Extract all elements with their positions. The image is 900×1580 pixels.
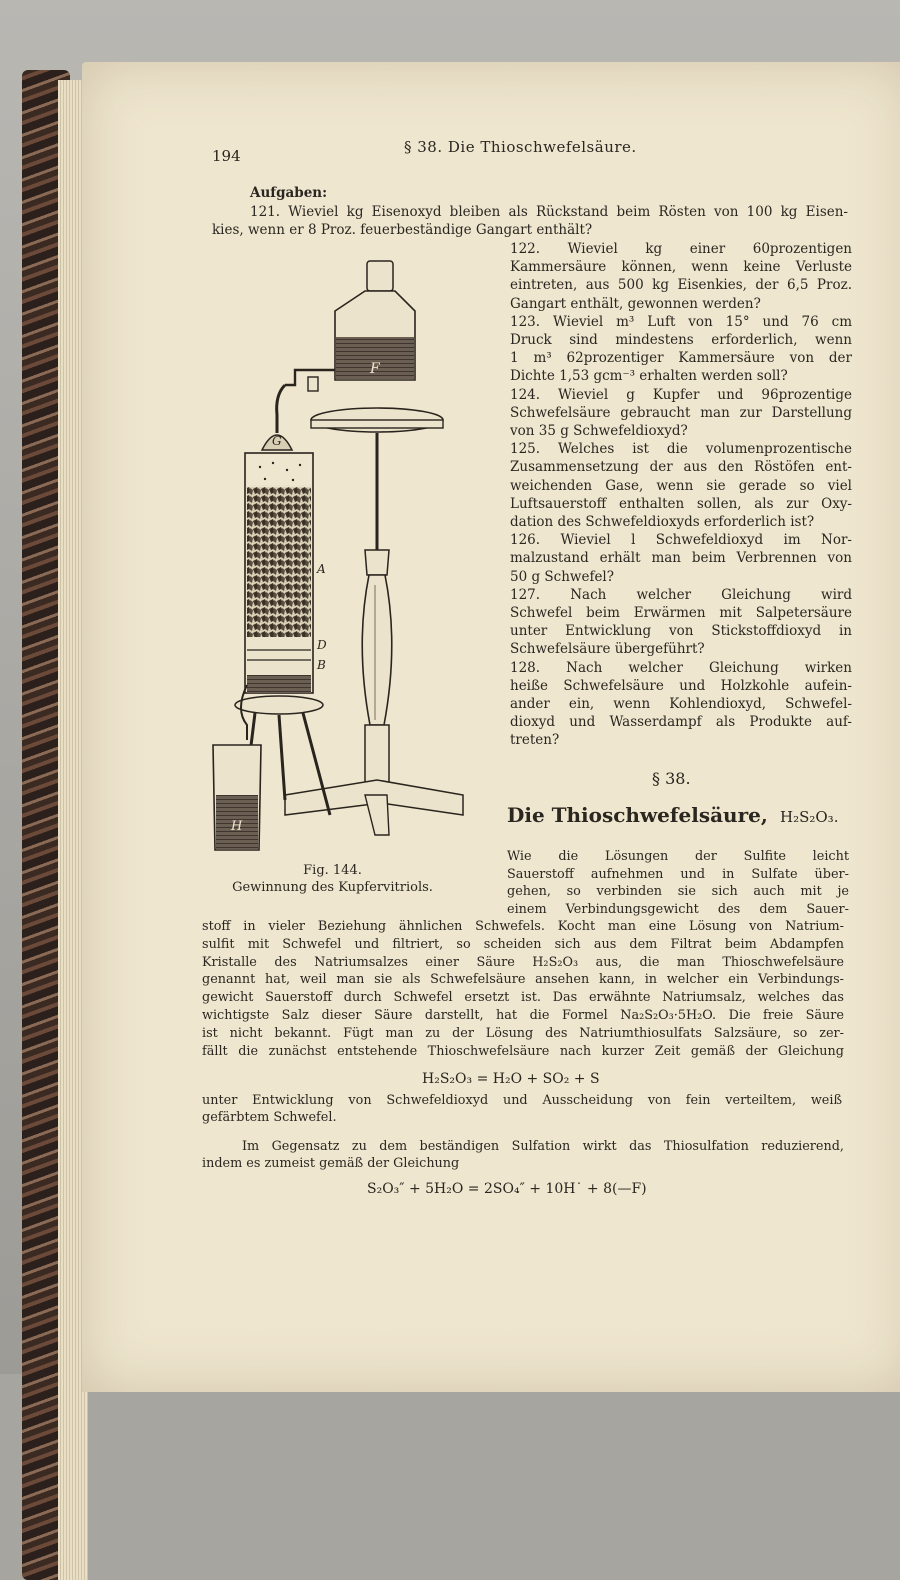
section-body-line: Kristalle des Natriumsalzes einer Säure H₂S₂O₃ aus, die man Thioschwefelsäure	[202, 954, 844, 970]
section-intro-line: Wie die Lösungen der Sulfite leicht	[507, 849, 849, 864]
exercise-line: von 35 g Schwefeldioxyd?	[510, 423, 688, 439]
exercise-121-line1: 121. Wieviel kg Eisenoxyd bleiben als Rückstand beim Rösten von 100 kg Eisen-	[250, 204, 848, 220]
exercise-line: Luftsauerstoff enthalten sollen, als zur Oxy-	[510, 495, 852, 512]
exercise-line: 128. Nach welcher Gleichung wirken	[510, 659, 852, 676]
paragraph2-line1: Im Gegensatz zu dem beständigen Sulfation wirkt das Thiosulfation reduzierend,	[242, 1139, 844, 1154]
section-intro-line: gehen, so verbinden sie sich auch mit je	[507, 884, 849, 899]
exercise-line: heiße Schwefelsäure und Holzkohle aufein-	[510, 677, 852, 694]
exercise-line: Druck sind mindestens erforderlich, wenn	[510, 332, 852, 348]
label-a: A	[317, 562, 326, 576]
page-number: 194	[212, 147, 241, 165]
exercise-line: 126. Wieviel l Schwefeldioxyd im Nor-	[510, 532, 852, 549]
exercise-line: weichenden Gase, wenn sie gerade so viel	[510, 477, 852, 494]
funnel-g	[262, 434, 292, 450]
section-body-line: fällt die zunächst entstehende Thioschwefelsäure nach kurzer Zeit gemäß der Gleichung	[202, 1043, 844, 1059]
exercise-line: unter Entwicklung von Stickstoffdioxyd in	[510, 623, 852, 640]
section-number: § 38.	[652, 769, 691, 788]
equation-thiosulfuric-decomposition: H₂S₂O₃ = H₂O + SO₂ + S	[422, 1071, 600, 1087]
label-f: F	[370, 361, 380, 377]
exercises-heading: Aufgaben:	[250, 185, 328, 201]
figure-caption-text: Gewinnung des Kupfervitriols.	[232, 880, 433, 895]
exercise-line: Zusammensetzung der aus den Röstöfen ent-	[510, 459, 852, 476]
exercise-line: 125. Welches ist die volumenprozentische	[510, 441, 852, 458]
exercise-line: Schwefel beim Erwärmen mit Salpetersäure	[510, 605, 852, 621]
section-body-line: gewicht Sauerstoff durch Schwefel ersetzt ist. Das erwähnte Natriumsalz, welches das	[202, 990, 844, 1006]
exercise-line: 123. Wieviel m³ Luft von 15° und 76 cm	[510, 313, 852, 330]
exercise-line: 127. Nach welcher Gleichung wird	[510, 586, 852, 603]
section-formula: H₂S₂O₃.	[780, 808, 839, 826]
bottle-f	[335, 261, 415, 380]
exercise-121-line2: kies, wenn er 8 Proz. feuerbeständige Gangart enthält?	[212, 222, 593, 238]
column-a	[245, 453, 327, 714]
exercise-line: Dichte 1,53 gcm⁻³ erhalten werden soll?	[510, 368, 788, 385]
exercise-line: 50 g Schwefel?	[510, 568, 614, 585]
label-b: B	[317, 658, 326, 672]
exercise-line: 1 m³ 62prozentiger Kammersäure von der	[510, 350, 852, 367]
figure-caption-number: Fig. 144.	[303, 863, 362, 878]
label-h: H	[231, 819, 243, 834]
label-g: G	[272, 434, 282, 448]
figure-apparatus	[205, 255, 475, 855]
running-title: § 38. Die Thioschwefelsäure.	[404, 138, 637, 156]
section-body-line: genannt hat, weil man sie als Schwefelsäure ansehen kann, in welcher ein Verbindungs-	[202, 972, 844, 988]
apparatus-illustration	[205, 255, 475, 855]
exercise-line: Schwefelsäure gebraucht man zur Darstellung	[510, 404, 852, 421]
section-title: Die Thioschwefelsäure,	[507, 803, 768, 827]
label-d: D	[317, 638, 327, 652]
after-equation-line2: gefärbtem Schwefel.	[202, 1110, 337, 1125]
beaker-h	[213, 745, 261, 850]
exercise-line: ander ein, wenn Kohlendioxyd, Schwefel-	[510, 696, 852, 712]
section-body-line: stoff in vieler Beziehung ähnlichen Schwefels. Kocht man eine Lösung von Natrium-	[202, 919, 844, 934]
section-body-line: ist nicht bekannt. Fügt man zu der Lösung des Natriumthiosulfats Salzsäure, so zer-	[202, 1025, 844, 1041]
exercise-line: dioxyd und Wasserdampf als Produkte auf-	[510, 714, 852, 731]
exercise-line: Schwefelsäure übergeführt?	[510, 641, 705, 658]
section-intro-line: einem Verbindungsgewicht des dem Sauer-	[507, 901, 849, 917]
exercise-line: dation des Schwefeldioxyds erforderlich ist?	[510, 514, 815, 530]
exercise-line: eintreten, aus 500 kg Eisenkies, der 6,5 Proz.	[510, 277, 852, 294]
section-body-line: wichtigste Salz dieser Säure darstellt, hat die Formel Na₂S₂O₃·5H₂O. Die freie Säure	[202, 1008, 844, 1023]
exercise-line: Kammersäure können, wenn keine Verluste	[510, 259, 852, 276]
section-body-line: sulfit mit Schwefel und filtriert, so scheiden sich aus dem Filtrat beim Abdampfen	[202, 936, 844, 952]
after-equation-line1: unter Entwicklung von Schwefeldioxyd und Ausscheidung von fein verteiltem, weiß	[202, 1093, 842, 1108]
exercise-line: treten?	[510, 732, 560, 749]
figure-caption	[205, 862, 460, 896]
section-intro-line: Sauerstoff aufnehmen und in Sulfate über-	[507, 866, 849, 882]
exercise-line: 124. Wieviel g Kupfer und 96prozentige	[510, 386, 852, 403]
equation-thiosulfate-oxidation: S₂O₃″ + 5H₂O = 2SO₄″ + 10H˙ + 8(—F)	[367, 1181, 647, 1197]
paragraph2-line2: indem es zumeist gemäß der Gleichung	[202, 1156, 460, 1171]
exercise-line: Gangart enthält, gewonnen werden?	[510, 295, 761, 312]
exercise-line: 122. Wieviel kg einer 60prozentigen	[510, 241, 852, 257]
exercise-line: malzustand erhält man beim Verbrennen von	[510, 550, 852, 567]
